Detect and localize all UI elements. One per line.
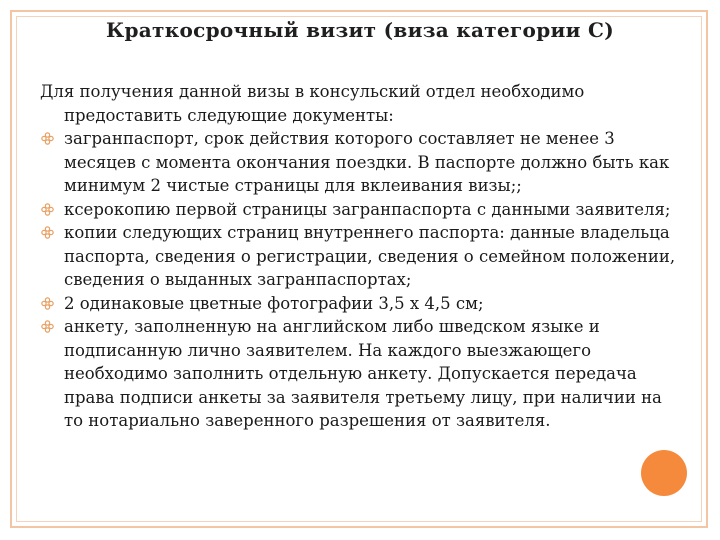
- list-item: [40, 221, 680, 292]
- document-list: [40, 127, 680, 433]
- flower-bullet-icon: [41, 132, 54, 145]
- list-item-text: анкету, заполненную на английском либо шведском языке и подписанную лично заявителем. На каждого выезжающего необходимо заполнить отдельную анкету. Допускается передача права подписи анкеты за заявителя третьему лицу, при наличии на то нотариально заверенного разрешения от заявителя.: [64, 317, 662, 430]
- list-item-text: копии следующих страниц внутреннего паспорта: данные владельца паспорта, сведения о регистрации, сведения о семейном положении, сведения о выданных загранпаспортах;: [64, 223, 676, 289]
- list-item-text: загранпаспорт, срок действия которого составляет не менее 3 месяцев с момента окончания поездки. В паспорте должно быть как минимум 2 чистые страницы для вклеивания визы;;: [64, 129, 670, 195]
- list-item: [40, 127, 680, 198]
- flower-bullet-icon: [41, 320, 54, 333]
- flower-bullet-icon: [41, 297, 54, 310]
- list-item: [40, 198, 680, 222]
- list-item-text: 2 одинаковые цветные фотографии 3,5 х 4,5 см;: [64, 293, 484, 313]
- page-title: Краткосрочный визит (виза категории С): [105, 18, 614, 42]
- list-item-text: ксерокопию первой страницы загранпаспорта с данными заявителя;: [64, 199, 671, 219]
- flower-bullet-icon: [41, 203, 54, 216]
- list-item: [40, 292, 680, 316]
- flower-bullet-icon: [41, 226, 54, 239]
- list-item: [40, 315, 680, 433]
- intro-paragraph: Для получения данной визы в консульский отдел необходимо предоставить следующие документы:: [40, 82, 585, 125]
- decorative-orange-circle: [641, 450, 687, 496]
- document-body: [40, 80, 680, 433]
